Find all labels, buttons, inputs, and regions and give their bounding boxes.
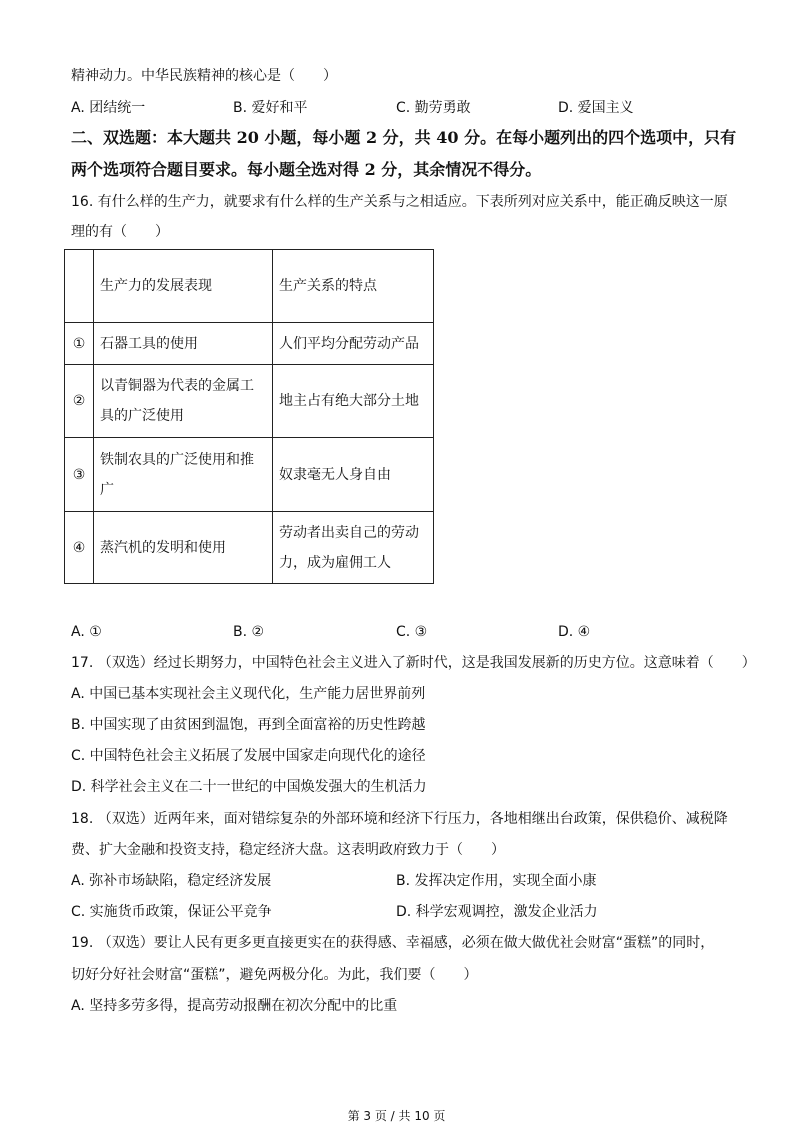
table-cell: 铁制农具的广泛使用和推广 — [94, 438, 273, 512]
q16-option-c: C. ③ — [396, 624, 428, 640]
q17-stem: 17. （双选）经过长期努力，中国特色社会主义进入了新时代，这是我国发展新的历史方位。这意味着（ ） — [71, 655, 756, 671]
table-cell: 奴隶毫无人身自由 — [273, 438, 434, 512]
table-cell: ② — [65, 365, 94, 438]
q17-option-b: B. 中国实现了由贫困到温饱，再到全面富裕的历史性跨越 — [71, 717, 426, 733]
q18-stem-line2: 费、扩大金融和投资支持，稳定经济大盘。这表明政府致力于（ ） — [71, 842, 505, 858]
q18-option-d: D. 科学宏观调控，激发企业活力 — [396, 904, 598, 920]
q15-option-b: B. 爱好和平 — [233, 100, 308, 116]
q18-option-a: A. 弥补市场缺陷，稳定经济发展 — [71, 873, 272, 889]
q19-option-a: A. 坚持多劳多得，提高劳动报酬在初次分配中的比重 — [71, 998, 398, 1014]
q15-option-d: D. 爱国主义 — [558, 100, 634, 116]
table-cell: 人们平均分配劳动产品 — [273, 323, 434, 365]
table-cell: ④ — [65, 512, 94, 584]
q16-option-a: A. ① — [71, 624, 102, 640]
table-header-row — [65, 250, 434, 323]
q16-table — [64, 249, 434, 584]
section-heading-line1: 二、双选题：本大题共 20 小题，每小题 2 分，共 40 分。在每小题列出的四个选项中，只有 — [71, 128, 737, 147]
table-cell: 蒸汽机的发明和使用 — [94, 512, 273, 584]
q18-option-b: B. 发挥决定作用，实现全面小康 — [396, 873, 597, 889]
page-footer: 第 3 页 / 共 10 页 — [347, 1109, 446, 1123]
table-row — [65, 512, 434, 584]
q15-stem: 精神动力。中华民族精神的核心是（ ） — [71, 68, 337, 84]
q16-option-b: B. ② — [233, 624, 265, 640]
q19-stem-line2: 切好分好社会财富“蛋糕”，避免两极分化。为此，我们要（ ） — [71, 967, 478, 983]
q16-stem-line2: 理的有（ ） — [71, 224, 169, 240]
table-cell: ① — [65, 323, 94, 365]
table-header: 生产关系的特点 — [273, 250, 434, 323]
table-row — [65, 438, 434, 512]
q18-stem-line1: 18. （双选）近两年来，面对错综复杂的外部环境和经济下行压力，各地相继出台政策，保供稳价、减税降 — [71, 811, 728, 827]
table-row — [65, 365, 434, 438]
q15-option-a: A. 团结统一 — [71, 100, 146, 116]
q15-option-c: C. 勤劳勇敢 — [396, 100, 471, 116]
table-header: 生产力的发展表现 — [94, 250, 273, 323]
q17-option-a: A. 中国已基本实现社会主义现代化，生产能力居世界前列 — [71, 686, 426, 702]
section-heading-line2: 两个选项符合题目要求。每小题全选对得 2 分，其余情况不得分。 — [71, 160, 542, 179]
q18-option-c: C. 实施货币政策，保证公平竞争 — [71, 904, 272, 920]
table-cell: 石器工具的使用 — [94, 323, 273, 365]
q17-option-d: D. 科学社会主义在二十一世纪的中国焕发强大的生机活力 — [71, 779, 427, 795]
q17-option-c: C. 中国特色社会主义拓展了发展中国家走向现代化的途径 — [71, 748, 426, 764]
table-cell: ③ — [65, 438, 94, 512]
q16-option-d: D. ④ — [558, 624, 591, 640]
table-cell: 地主占有绝大部分土地 — [273, 365, 434, 438]
table-cell: 劳动者出卖自己的劳动力，成为雇佣工人 — [273, 512, 434, 584]
q16-stem-line1: 16. 有什么样的生产力，就要求有什么样的生产关系与之相适应。下表所列对应关系中，能正确反映这一原 — [71, 194, 728, 210]
q19-stem-line1: 19. （双选）要让人民有更多更直接更实在的获得感、幸福感，必须在做大做优社会财富“蛋糕”的同时， — [71, 935, 715, 951]
table-row — [65, 323, 434, 365]
table-cell: 以青铜器为代表的金属工具的广泛使用 — [94, 365, 273, 438]
table-header — [65, 250, 94, 323]
